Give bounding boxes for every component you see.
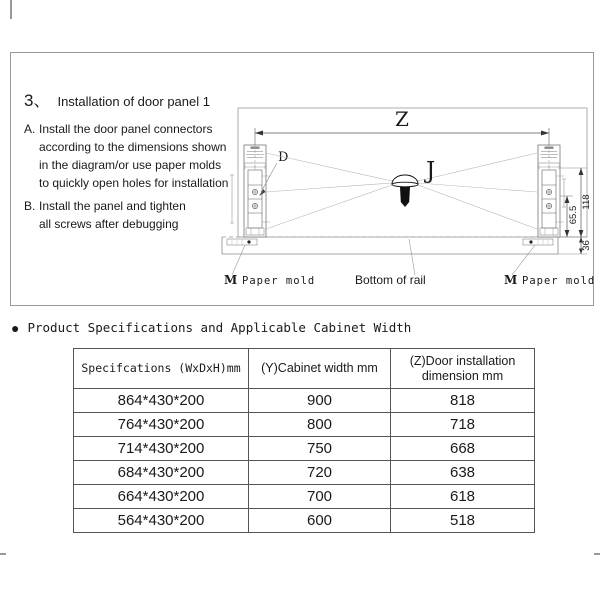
left-mold-label: Paper mold (242, 275, 316, 287)
right-mold-tag: M (504, 273, 518, 287)
d-label: D (278, 150, 289, 165)
cell-spec: 864*430*200 (74, 389, 249, 413)
screw-icon (392, 175, 418, 207)
table-row (74, 437, 535, 461)
cell-spec: 764*430*200 (74, 413, 249, 437)
dimension-z (255, 107, 549, 145)
section-title: Installation of door panel 1 (57, 94, 210, 109)
section-number: 3、 (24, 91, 51, 110)
label-leader-lines (232, 239, 535, 275)
left-paper-mold-shape (227, 239, 257, 245)
cell-door-dimension: 718 (391, 413, 535, 437)
table-row (74, 509, 535, 533)
item-a-text (39, 120, 228, 192)
section-heading (24, 86, 232, 111)
item-b-line-2: all screws after debugging (39, 217, 179, 231)
cell-cabinet-width: 800 (249, 413, 391, 437)
table-row (74, 485, 535, 509)
cell-spec: 714*430*200 (74, 437, 249, 461)
right-connector (538, 145, 566, 237)
cell-door-dimension: 618 (391, 485, 535, 509)
item-b-label: B. (24, 199, 36, 213)
dim-65-5-label: 65.5 (568, 205, 579, 225)
table-row (74, 413, 535, 437)
right-mold-label: Paper mold (522, 275, 596, 287)
installation-instructions (24, 86, 232, 238)
spec-table (73, 348, 535, 533)
dimension-65-5 (560, 196, 579, 237)
left-edge-mark (0, 553, 6, 555)
cell-door-dimension: 818 (391, 389, 535, 413)
cell-cabinet-width: 900 (249, 389, 391, 413)
rail-bottom-strip (222, 237, 558, 254)
item-b-line-1: Install the panel and tighten (39, 199, 186, 213)
header-cabinet-width: (Y)Cabinet width mm (249, 349, 391, 389)
item-a-line-4: to quickly open holes for installation (39, 176, 229, 190)
table-row (74, 461, 535, 485)
cell-cabinet-width: 750 (249, 437, 391, 461)
spec-section-heading (11, 320, 411, 335)
item-a-line-1: Install the door panel connectors (39, 122, 213, 136)
cell-cabinet-width: 700 (249, 485, 391, 509)
instruction-item-b (24, 197, 232, 233)
dim-118-label: 118 (581, 194, 592, 210)
bottom-of-rail-label: Bottom of rail (355, 273, 426, 287)
rail-technical-drawing (215, 95, 600, 295)
bullet-icon: ● (11, 319, 20, 336)
spec-section-title: Product Specifications and Applicable Cabinet Width (27, 320, 412, 335)
table-row (74, 389, 535, 413)
page-corner-mark (10, 0, 12, 19)
dimension-36 (558, 237, 592, 254)
dim-36-label: 36 (581, 240, 592, 251)
cell-door-dimension: 638 (391, 461, 535, 485)
spec-table-header-row (74, 349, 535, 389)
instruction-item-a (24, 120, 232, 192)
cell-spec: 684*430*200 (74, 461, 249, 485)
cell-door-dimension: 518 (391, 509, 535, 533)
right-edge-mark (594, 553, 600, 555)
cell-door-dimension: 668 (391, 437, 535, 461)
item-a-label: A. (24, 122, 36, 136)
left-mold-tag: M (224, 273, 238, 287)
item-b-text (39, 197, 186, 233)
right-paper-mold-shape (523, 239, 553, 245)
cell-cabinet-width: 600 (249, 509, 391, 533)
item-a-line-3: in the diagram/or use paper molds (39, 158, 222, 172)
j-label: J (426, 158, 436, 184)
z-dimension-label: Z (395, 107, 409, 131)
rail-outline (238, 108, 587, 237)
item-a-line-2: according to the dimensions shown (39, 140, 227, 154)
cell-spec: 664*430*200 (74, 485, 249, 509)
cell-cabinet-width: 720 (249, 461, 391, 485)
header-specifications: Specifcations (WxDxH)mm (74, 349, 249, 389)
header-door-installation: (Z)Door installation dimension mm (391, 349, 535, 389)
cell-spec: 564*430*200 (74, 509, 249, 533)
